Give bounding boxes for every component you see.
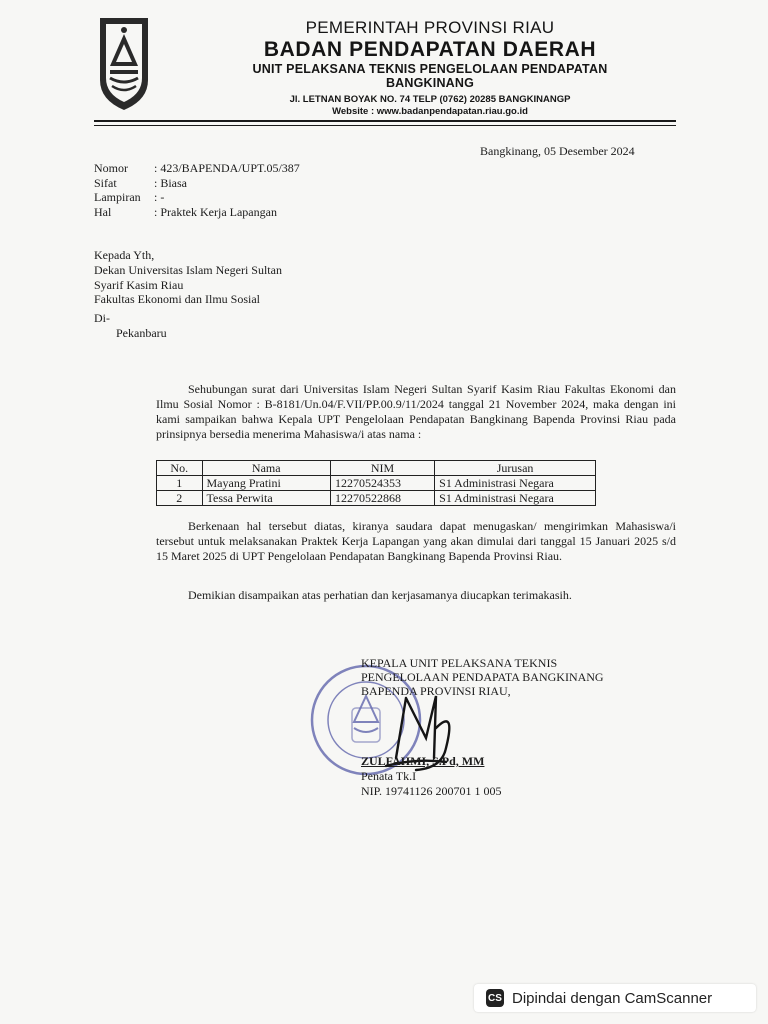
letter-date: Bangkinang, 05 Desember 2024 [480,144,635,158]
table-cell-nim: 12270524353 [330,476,434,491]
paragraph-intro-text: Sehubungan surat dari Universitas Islam Negeri Sultan Syarif Kasim Riau Fakultas Ekonomi dan Ilmu Sosial Nomor : B-8181/Un.04/F.VII/PP.00.9/11/2024 tanggal 21 November 2024, maka dengan ini kami sampaikan bahwa Kepala UPT Pengelolaan Pendapatan Bangkinang Bapenda Provinsi Riau pada prinsipnya bersedia menerima Mahasiswa/i atas nama : [156,382,676,441]
recipient-line4: Fakultas Ekonomi dan Ilmu Sosial [94,292,260,307]
signatory-name: ZULFAHMI, S.Pd, MM [361,754,485,768]
letterhead-agency: BADAN PENDAPATAN DAERAH [263,38,597,61]
meta-lampiran [94,190,300,205]
recipient-line2: Dekan Universitas Islam Negeri Sultan [94,262,282,277]
signatory-nip: NIP. 19741126 200701 1 005 [361,784,502,798]
meta-sifat-value: : Biasa [154,175,187,190]
letterhead [170,18,690,118]
letterhead-rule-thick [94,120,676,122]
paragraph-closing [156,588,676,603]
recipient-di: Di- [94,311,110,325]
table-cell-nama: Tessa Perwita [202,491,330,506]
table-header-no: No. [157,461,203,476]
camscanner-badge [474,984,756,1012]
table-header-nama: Nama [202,461,330,476]
meta-hal-value: : Praktek Kerja Lapangan [154,204,277,219]
table-cell-nama: Mayang Pratini [202,476,330,491]
table-cell-nim: 12270522868 [330,491,434,506]
table-header-jurusan: Jurusan [435,461,596,476]
students-table [156,460,596,506]
recipient-line3: Syarif Kasim Riau [94,277,184,292]
letterhead-rule-thin [94,125,676,126]
letterhead-unit-line2: BANGKINANG [385,76,475,90]
meta-sifat [94,176,300,191]
letter-meta [94,161,300,219]
meta-lampiran-label: Lampiran [94,190,141,205]
recipient-line1: Kepada Yth, [94,248,155,262]
signatory-rank: Penata Tk.I [361,769,417,783]
camscanner-text: Dipindai dengan CamScanner [512,989,713,1007]
meta-hal-label: Hal [94,204,112,219]
camscanner-icon: CS [486,989,504,1007]
meta-lampiran-value: : - [154,190,165,205]
paragraph-request [156,519,676,564]
table-cell-no: 2 [157,491,203,506]
meta-nomor [94,161,300,176]
signatory-title-line2: PENGELOLAAN PENDAPATA BANGKINANG [361,670,604,684]
meta-nomor-value: : 423/BAPENDA/UPT.05/387 [154,161,300,175]
paragraph-intro [156,382,676,442]
table-row [157,491,596,506]
table-cell-jurusan: S1 Administrasi Negara [435,491,596,506]
letterhead-website: Website : www.badanpendapatan.riau.go.id [332,106,528,117]
paragraph-request-text: Berkenaan hal tersebut diatas, kiranya saudara dapat menugaskan/ mengirimkan Mahasiswa/i tersebut untuk melaksanakan Praktek Kerja Lapangan yang akan dimulai dari tanggal 15 Januari 2025 s/d 15 Maret 2025 di UPT Pengelolaan Pendapatan Bangkinang Bapenda Provinsi Riau. [156,519,676,563]
riau-province-emblem-icon [94,14,154,114]
letterhead-address: Jl. LETNAN BOYAK NO. 74 TELP (0762) 20285 BANGKINANGP [289,94,571,105]
meta-sifat-label: Sifat [94,175,117,190]
table-header-row [157,461,596,476]
paragraph-closing-text: Demikian disampaikan atas perhatian dan kerjasamanya diucapkan terimakasih. [188,588,572,602]
table-row [157,476,596,491]
meta-nomor-label: Nomor [94,161,128,175]
recipient-block [94,248,282,307]
recipient-city: Pekanbaru [116,326,167,340]
table-header-nim: NIM [330,461,434,476]
table-cell-no: 1 [157,476,203,491]
letterhead-unit-line1: UNIT PELAKSANA TEKNIS PENGELOLAAN PENDAPATAN [252,62,608,76]
letterhead-government: PEMERINTAH PROVINSI RIAU [305,18,555,37]
signatory-title-line1: KEPALA UNIT PELAKSANA TEKNIS [361,656,558,670]
table-cell-jurusan: S1 Administrasi Negara [435,476,596,491]
signatory-title-line3: BAPENDA PROVINSI RIAU, [361,684,511,698]
meta-hal [94,205,300,220]
